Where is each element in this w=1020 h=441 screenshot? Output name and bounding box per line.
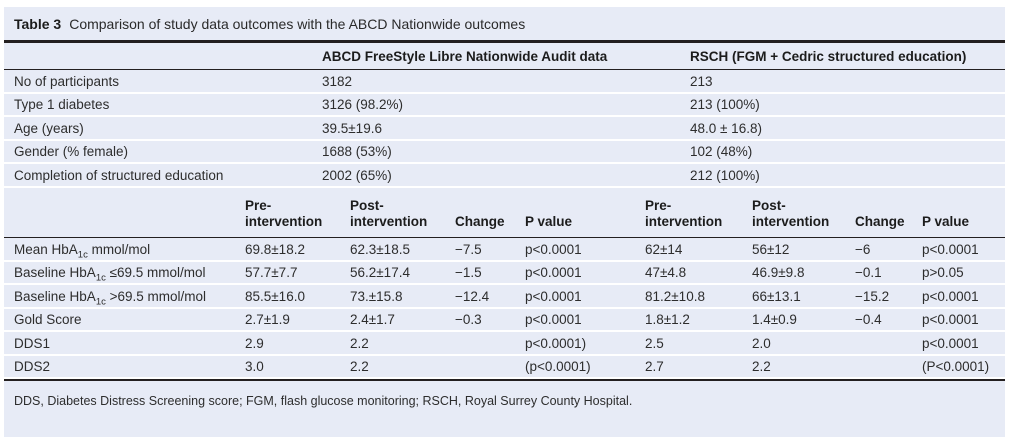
outcome-cell: (p<0.0001) [525, 355, 645, 379]
table-number: Table 3 [14, 16, 62, 32]
outcome-cell: 2.2 [350, 355, 455, 379]
header-pre-abcd: Pre-intervention [245, 188, 350, 238]
demographics-table [4, 43, 1005, 188]
table-row [4, 93, 1005, 117]
outcome-cell: 2.2 [752, 355, 855, 379]
outcomes-table [4, 188, 1005, 380]
table-row [4, 331, 1005, 355]
outcome-cell: 66±13.1 [752, 284, 855, 308]
table-row [4, 284, 1005, 308]
outcome-cell: 81.2±10.8 [645, 284, 752, 308]
cell-abcd: 3182 [322, 70, 690, 93]
outcome-cell: 85.5±16.0 [245, 284, 350, 308]
outcome-cell: 1.8±1.2 [645, 308, 752, 332]
row-label: Gender (% female) [4, 140, 322, 164]
cell-rsch: 213 [690, 70, 1005, 93]
outcome-cell: 1.4±0.9 [752, 308, 855, 332]
row-label-text: >69.5 mmol/mol [105, 288, 207, 304]
table-row [4, 140, 1005, 164]
table-row [4, 308, 1005, 332]
outcome-cell: (P<0.0001) [922, 355, 1005, 379]
row-label: Completion of structured education [4, 163, 322, 187]
outcome-cell: p<0.0001 [922, 308, 1005, 332]
table-row [4, 355, 1005, 379]
outcome-cell: 62±14 [645, 238, 752, 261]
outcome-cell [855, 331, 922, 355]
outcome-cell: 46.9±9.8 [752, 261, 855, 285]
cell-rsch: 48.0 ± 16.8) [690, 116, 1005, 140]
table-title [4, 7, 1005, 40]
group-header-abcd: ABCD FreeStyle Libre Nationwide Audit data [322, 43, 690, 70]
outcome-cell: p<0.0001 [922, 331, 1005, 355]
outcome-cell: −0.1 [855, 261, 922, 285]
outcome-cell: −0.3 [455, 308, 525, 332]
outcome-cell: 2.7 [645, 355, 752, 379]
outcome-cell: p>0.05 [922, 261, 1005, 285]
table3-card [4, 7, 1005, 437]
outcome-cell: p<0.0001 [525, 261, 645, 285]
row-label-text: DDS1 [14, 335, 51, 351]
row-label: No of participants [4, 70, 322, 93]
row-label: Age (years) [4, 116, 322, 140]
row-label-text: Baseline HbA [14, 265, 96, 281]
row-label-text: Gold Score [14, 312, 82, 328]
header-change-abcd: Change [455, 188, 525, 238]
outcomes-header-row [4, 188, 1005, 238]
outcomes-header-empty [4, 188, 245, 238]
table-row [4, 116, 1005, 140]
outcome-cell: −12.4 [455, 284, 525, 308]
cell-rsch: 212 (100%) [690, 163, 1005, 187]
outcome-cell: −6 [855, 238, 922, 261]
table-row [4, 261, 1005, 285]
cell-abcd: 1688 (53%) [322, 140, 690, 164]
outcome-cell: p<0.0001 [525, 308, 645, 332]
outcome-cell [455, 331, 525, 355]
outcome-cell: 2.5 [645, 331, 752, 355]
row-label [4, 261, 245, 285]
table-row [4, 238, 1005, 261]
header-post-rsch: Post-intervention [752, 188, 855, 238]
outcome-cell: 3.0 [245, 355, 350, 379]
table-row [4, 163, 1005, 187]
group-header-rsch: RSCH (FGM + Cedric structured education) [690, 43, 1005, 70]
cell-rsch: 102 (48%) [690, 140, 1005, 164]
outcome-cell [455, 355, 525, 379]
outcome-cell: −0.4 [855, 308, 922, 332]
table-caption: Comparison of study data outcomes with the ABCD Nationwide outcomes [69, 16, 526, 32]
row-label-text: Mean HbA [14, 241, 78, 257]
outcome-cell: p<0.0001) [525, 331, 645, 355]
outcome-cell: 47±4.8 [645, 261, 752, 285]
cell-rsch: 213 (100%) [690, 93, 1005, 117]
outcome-cell: p<0.0001 [922, 284, 1005, 308]
outcome-cell: −7.5 [455, 238, 525, 261]
outcome-cell: 56±12 [752, 238, 855, 261]
row-label: Type 1 diabetes [4, 93, 322, 117]
row-label [4, 238, 245, 261]
outcome-cell: 62.3±18.5 [350, 238, 455, 261]
outcome-cell [855, 355, 922, 379]
outcome-cell: −1.5 [455, 261, 525, 285]
table-row [4, 70, 1005, 93]
cell-abcd: 2002 (65%) [322, 163, 690, 187]
row-label [4, 355, 245, 379]
outcome-cell: 73.±15.8 [350, 284, 455, 308]
row-label-text: mmol/mol [87, 241, 151, 257]
row-label-text: DDS2 [14, 359, 51, 375]
outcome-cell: −15.2 [855, 284, 922, 308]
cell-abcd: 39.5±19.6 [322, 116, 690, 140]
outcome-cell: 57.7±7.7 [245, 261, 350, 285]
cell-abcd: 3126 (98.2%) [322, 93, 690, 117]
outcome-cell: 69.8±18.2 [245, 238, 350, 261]
group-header-empty [4, 43, 322, 70]
row-label-subscript: 1c [77, 249, 88, 261]
row-label [4, 331, 245, 355]
outcome-cell: p<0.0001 [525, 238, 645, 261]
header-pre-rsch: Pre-intervention [645, 188, 752, 238]
row-label [4, 308, 245, 332]
outcome-cell: p<0.0001 [525, 284, 645, 308]
outcome-cell: 2.4±1.7 [350, 308, 455, 332]
header-post-abcd: Post-intervention [350, 188, 455, 238]
outcome-cell: 2.2 [350, 331, 455, 355]
outcome-cell: 2.9 [245, 331, 350, 355]
header-pvalue-rsch: P value [922, 188, 1005, 238]
group-header-row [4, 43, 1005, 70]
header-pvalue-abcd: P value [525, 188, 645, 238]
footnote: DDS, Diabetes Distress Screening score; FGM, flash glucose monitoring; RSCH, Royal Surrey County Hospital. [14, 393, 633, 408]
outcome-cell: 56.2±17.4 [350, 261, 455, 285]
row-label [4, 284, 245, 308]
row-label-text: ≤69.5 mmol/mol [105, 265, 206, 281]
row-label-subscript: 1c [95, 296, 106, 308]
outcome-cell: p<0.0001 [922, 238, 1005, 261]
row-label-text: Baseline HbA [14, 288, 96, 304]
row-label-subscript: 1c [95, 272, 106, 284]
header-change-rsch: Change [855, 188, 922, 238]
outcome-cell: 2.7±1.9 [245, 308, 350, 332]
outcome-cell: 2.0 [752, 331, 855, 355]
